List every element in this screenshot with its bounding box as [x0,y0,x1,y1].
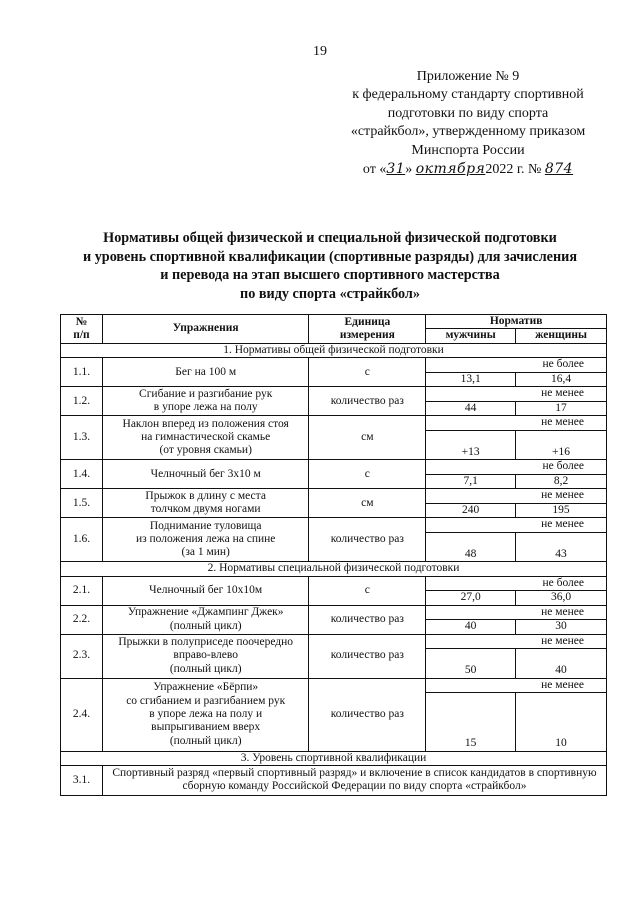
header-women: женщины [516,329,607,343]
appendix-line: к федеральному стандарту спортивной [352,87,584,103]
row-num: 1.6. [61,518,103,562]
appendix-block [330,68,606,179]
row-limit: не менее [426,489,607,503]
row-unit: количество раз [309,518,426,562]
row-qualification: Спортивный разряд «первый спортивный разряд» и включение в список кандидатов в спортивную сборную команду Российской Федерации по виду спорта «страйкбол» [102,766,606,796]
appendix-date-line [330,160,606,179]
row-men-value: 7,1 [426,474,516,489]
row-unit: с [309,576,426,605]
row-unit: с [309,460,426,489]
row-limit: не менее [426,678,607,692]
row-women-value: 16,4 [516,372,607,387]
row-men-value: 48 [426,532,516,562]
row-women-value: 43 [516,532,607,562]
table-row [61,518,607,532]
table-row [61,678,607,692]
norms-table [60,314,607,796]
header-exercise: Упражнения [102,315,309,344]
appendix-line: «страйкбол», утвержденному приказом [350,124,586,140]
section-row [61,562,607,576]
table-row [61,605,607,619]
section-row [61,751,607,765]
row-num: 1.2. [61,387,103,416]
row-num: 1.4. [61,460,103,489]
row-exercise: Сгибание и разгибание рук в упоре лежа на полу [102,387,309,416]
section-title: 2. Нормативы специальной физической подготовки [61,562,607,576]
row-unit: см [309,416,426,460]
row-exercise: Прыжок в длину с места толчком двумя ногами [102,489,309,518]
date-prefix: от « [362,162,387,178]
row-exercise: Поднимание туловища из положения лежа на спине (за 1 мин) [102,518,309,562]
row-women-value: 10 [516,693,607,752]
row-num: 3.1. [61,766,103,796]
row-num: 1.1. [61,358,103,387]
row-exercise: Бег на 100 м [102,358,309,387]
row-men-value: 50 [426,649,516,679]
row-men-value: 15 [426,693,516,752]
row-limit: не менее [426,518,607,532]
section-title: 3. Уровень спортивной квалификации [61,751,607,765]
row-num: 1.3. [61,416,103,460]
row-unit: количество раз [309,387,426,416]
table-row [61,634,607,648]
table-row [61,460,607,474]
date-month: октября [415,161,486,178]
appendix-line: подготовки по виду спорта [387,105,549,121]
row-men-value: 44 [426,401,516,416]
row-num: 2.2. [61,605,103,634]
header-unit: Единица измерения [309,315,426,344]
row-unit: см [309,489,426,518]
table-body [61,343,607,795]
row-unit: количество раз [309,678,426,751]
row-exercise: Прыжки в полуприседе поочередно вправо-влево (полный цикл) [102,634,309,678]
row-women-value: 30 [516,620,607,635]
row-limit: не менее [426,387,607,401]
row-men-value: 13,1 [426,372,516,387]
table-row [61,576,607,590]
row-limit: не более [426,576,607,590]
row-men-value: 40 [426,620,516,635]
table-row [61,387,607,401]
appendix-line: Приложение № 9 [416,69,520,84]
section-row [61,343,607,357]
row-limit: не менее [426,416,607,430]
row-exercise: Челночный бег 10х10м [102,576,309,605]
row-limit: не более [426,358,607,372]
title-line: по виду спорта «страйкбол» [240,285,420,302]
table-row [61,766,607,796]
row-exercise: Наклон вперед из положения стоя на гимнастической скамье (от уровня скамьи) [102,416,309,460]
row-women-value: 17 [516,401,607,416]
document-title [60,229,600,303]
row-limit: не более [426,460,607,474]
table-row [61,416,607,430]
row-unit: с [309,358,426,387]
row-exercise: Упражнение «Джампинг Джек» (полный цикл) [102,605,309,634]
row-num: 2.1. [61,576,103,605]
row-num: 2.4. [61,678,103,751]
date-mid: » [405,162,413,178]
page-number: 19 [313,44,327,59]
row-limit: не менее [426,605,607,619]
section-title: 1. Нормативы общей физической подготовки [61,343,607,357]
title-line: и перевода на этап высшего спортивного мастерства [160,267,500,284]
row-women-value: +16 [516,430,607,460]
row-num: 2.3. [61,634,103,678]
row-unit: количество раз [309,605,426,634]
row-women-value: 40 [516,649,607,679]
appendix-line: Минспорта России [411,142,525,158]
row-men-value: 27,0 [426,591,516,606]
header-norm: Норматив [426,315,607,329]
row-women-value: 195 [516,503,607,518]
row-men-value: +13 [426,430,516,460]
table-row [61,358,607,372]
row-women-value: 36,0 [516,591,607,606]
row-women-value: 8,2 [516,474,607,489]
row-limit: не менее [426,634,607,648]
row-num: 1.5. [61,489,103,518]
row-exercise: Упражнение «Бёрпи» со сгибанием и разгибанием рук в упоре лежа на полу и выпрыгиванием вверх (полный цикл) [102,678,309,751]
title-line: Нормативы общей физической и специальной физической подготовки [103,230,557,246]
header-num: № п/п [61,315,103,344]
date-year: 2022 г. № [485,162,542,178]
table-row [61,489,607,503]
row-men-value: 240 [426,503,516,518]
order-number: 874 [544,161,574,178]
row-exercise: Челночный бег 3х10 м [102,460,309,489]
row-unit: количество раз [309,634,426,678]
header-men: мужчины [426,329,516,343]
title-line: и уровень спортивной квалификации (спортивные разряды) для зачисления [82,248,577,265]
date-day: 31 [386,161,406,178]
